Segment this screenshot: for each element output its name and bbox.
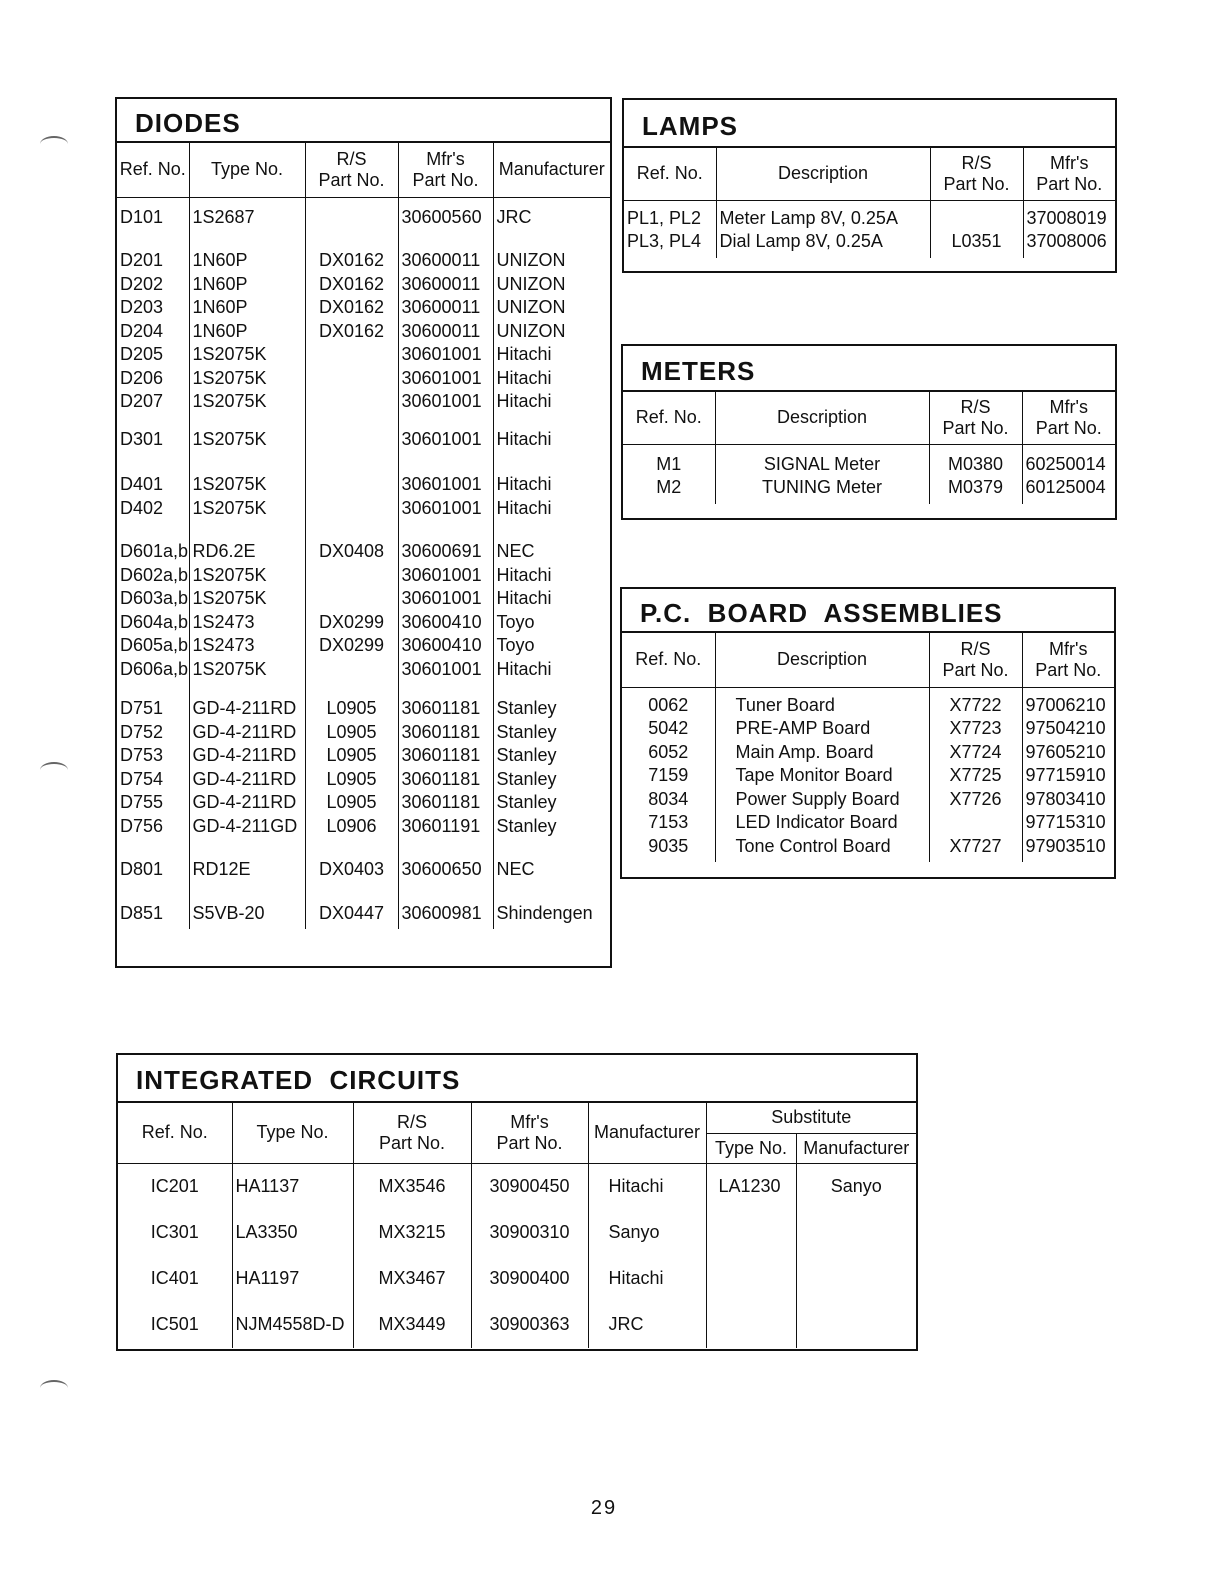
table-cell: SIGNAL Meter xyxy=(715,453,929,477)
table-cell: L0905 xyxy=(305,791,398,815)
table-cell xyxy=(706,1210,796,1256)
table-cell: 1S2075K xyxy=(189,343,305,367)
table-cell: 30601001 xyxy=(398,497,493,521)
table-cell: 30600410 xyxy=(398,611,493,635)
table-cell: Hitachi xyxy=(496,391,552,411)
table-cell: 1S2075K xyxy=(189,367,305,391)
table-row xyxy=(117,390,610,414)
pcb-body xyxy=(622,687,1114,862)
table-cell: D605a,b xyxy=(117,634,189,658)
table-cell: DX0408 xyxy=(305,540,398,564)
table-cell: X7724 xyxy=(929,741,1022,765)
spacer-row xyxy=(117,882,610,902)
table-cell xyxy=(930,207,1023,231)
table-row xyxy=(118,1256,916,1302)
table-cell: Stanley xyxy=(496,815,557,836)
table-cell: Hitachi xyxy=(496,367,552,388)
table-cell xyxy=(305,473,398,497)
table-cell: Hitachi xyxy=(496,497,552,518)
meters-table xyxy=(621,344,1117,520)
table-cell: GD-4-211RD xyxy=(189,697,305,721)
table-cell: PL1, PL2 xyxy=(624,207,716,231)
table-row xyxy=(622,811,1114,835)
table-cell xyxy=(305,206,398,230)
diodes-header: Mfr's Part No. xyxy=(398,143,493,197)
table-row xyxy=(117,473,610,497)
table-cell: MX3449 xyxy=(353,1302,471,1348)
table-cell: Stanley xyxy=(496,792,557,812)
table-cell: Dial Lamp 8V, 0.25A xyxy=(716,230,930,254)
table-cell: 1N60P xyxy=(189,273,305,297)
spacer-row xyxy=(117,229,610,249)
table-cell: Power Supply Board xyxy=(715,788,929,812)
table-cell: NEC xyxy=(496,859,535,879)
table-cell: DX0162 xyxy=(305,273,398,297)
table-cell xyxy=(796,1210,916,1256)
table-cell: 97006210 xyxy=(1025,694,1106,715)
table-cell xyxy=(305,587,398,611)
table-cell: Hitachi xyxy=(496,658,552,679)
table-cell: D205 xyxy=(117,343,189,367)
table-cell: RD6.2E xyxy=(189,540,305,564)
ic-header: R/S Part No. xyxy=(353,1103,471,1163)
table-row xyxy=(118,1302,916,1348)
table-cell xyxy=(929,811,1022,835)
diodes-header: R/S Part No. xyxy=(305,143,398,197)
spacer-row xyxy=(117,681,610,697)
lamps-title: LAMPS xyxy=(624,100,1115,148)
table-cell: JRC xyxy=(496,206,532,227)
lamps-header: R/S Part No. xyxy=(930,148,1023,200)
table-cell: 30601001 xyxy=(398,428,493,452)
table-cell xyxy=(706,1302,796,1348)
table-cell: DX0299 xyxy=(305,634,398,658)
table-cell: DX0403 xyxy=(305,858,398,882)
table-cell: X7727 xyxy=(929,835,1022,859)
lamps-header: Description xyxy=(716,148,930,200)
ic-header: Mfr's Part No. xyxy=(471,1103,588,1163)
table-cell: Hitachi xyxy=(496,564,552,585)
diodes-body xyxy=(117,197,610,929)
table-row xyxy=(117,744,610,768)
table-row xyxy=(117,320,610,344)
table-cell: 97715910 xyxy=(1025,765,1106,785)
spacer-row xyxy=(117,838,610,858)
table-cell: D801 xyxy=(117,858,189,882)
table-row xyxy=(117,658,610,682)
table-cell: IC501 xyxy=(118,1302,232,1348)
table-cell: D402 xyxy=(117,497,189,521)
table-row xyxy=(117,768,610,792)
table-cell: Hitachi xyxy=(588,1163,706,1210)
table-cell: 6052 xyxy=(622,741,715,765)
spacer-row xyxy=(117,197,610,206)
table-cell: D204 xyxy=(117,320,189,344)
table-cell: 30601001 xyxy=(398,587,493,611)
table-cell xyxy=(305,564,398,588)
ic-header: Type No. xyxy=(232,1103,353,1163)
table-cell: Toyo xyxy=(496,635,535,655)
table-cell: D202 xyxy=(117,273,189,297)
table-cell: 1N60P xyxy=(189,296,305,320)
table-cell: 30600011 xyxy=(398,273,493,297)
table-row xyxy=(117,721,610,745)
table-cell: DX0162 xyxy=(305,249,398,273)
table-cell: LA1230 xyxy=(706,1163,796,1210)
table-cell: HA1137 xyxy=(232,1163,353,1210)
table-cell: D603a,b xyxy=(117,587,189,611)
table-cell: Hitachi xyxy=(496,344,552,364)
table-cell: Meter Lamp 8V, 0.25A xyxy=(716,207,930,231)
table-cell: 30600981 xyxy=(398,902,493,926)
table-cell: Hitachi xyxy=(496,428,552,449)
meters-header: Ref. No. xyxy=(623,392,715,444)
table-cell: Tuner Board xyxy=(715,694,929,718)
table-cell: D753 xyxy=(117,744,189,768)
table-cell: 30600691 xyxy=(398,540,493,564)
table-cell: D756 xyxy=(117,815,189,839)
table-cell: 30600560 xyxy=(398,206,493,230)
binder-mark xyxy=(40,1380,68,1396)
table-cell: L0905 xyxy=(305,697,398,721)
table-cell: 1S2075K xyxy=(189,564,305,588)
table-cell: Stanley xyxy=(496,721,557,742)
lamps-table xyxy=(622,98,1117,273)
pcb-header: R/S Part No. xyxy=(929,633,1022,687)
table-cell: Toyo xyxy=(496,611,535,632)
table-row xyxy=(117,858,610,882)
table-row xyxy=(117,791,610,815)
pcb-title: P.C. BOARD ASSEMBLIES xyxy=(622,589,1114,633)
table-cell xyxy=(305,390,398,414)
ic-substitute-header: Substitute xyxy=(706,1103,916,1133)
table-cell: 8034 xyxy=(622,788,715,812)
table-row xyxy=(117,902,610,926)
diodes-header: Manufacturer xyxy=(493,143,610,197)
table-cell: D207 xyxy=(117,390,189,414)
table-cell: 30601191 xyxy=(398,815,493,839)
table-cell: 30900363 xyxy=(471,1302,588,1348)
table-cell: GD-4-211RD xyxy=(189,791,305,815)
table-cell: IC401 xyxy=(118,1256,232,1302)
table-cell: M0380 xyxy=(929,453,1022,477)
table-cell: IC301 xyxy=(118,1210,232,1256)
table-cell: 30600650 xyxy=(398,858,493,882)
table-row xyxy=(622,835,1114,859)
pcb-header: Description xyxy=(715,633,929,687)
table-cell xyxy=(305,428,398,452)
table-cell: Tape Monitor Board xyxy=(715,764,929,788)
table-cell: X7723 xyxy=(929,717,1022,741)
table-row xyxy=(117,611,610,635)
table-cell: Hitachi xyxy=(496,474,552,494)
table-cell: LA3350 xyxy=(232,1210,353,1256)
table-cell xyxy=(796,1256,916,1302)
table-cell: GD-4-211RD xyxy=(189,721,305,745)
table-cell: 0062 xyxy=(622,694,715,718)
table-row xyxy=(117,206,610,230)
table-cell: M1 xyxy=(623,453,715,477)
table-cell: MX3215 xyxy=(353,1210,471,1256)
pcb-header: Ref. No. xyxy=(622,633,715,687)
table-row xyxy=(117,697,610,721)
table-cell: TUNING Meter xyxy=(715,476,929,500)
table-cell: D606a,b xyxy=(117,658,189,682)
pcb-header: Mfr's Part No. xyxy=(1022,633,1114,687)
table-row xyxy=(117,497,610,521)
table-row xyxy=(622,764,1114,788)
meters-header: Mfr's Part No. xyxy=(1022,392,1115,444)
table-cell: Sanyo xyxy=(588,1210,706,1256)
table-cell: 1S2075K xyxy=(189,497,305,521)
ic-table xyxy=(116,1053,918,1351)
table-cell: 60250014 xyxy=(1025,453,1106,474)
table-cell: UNIZON xyxy=(496,297,566,317)
table-cell: D101 xyxy=(117,206,189,230)
table-cell: GD-4-211RD xyxy=(189,768,305,792)
table-cell: Stanley xyxy=(496,698,557,718)
table-cell: 7159 xyxy=(622,764,715,788)
ic-sub-header: Type No. xyxy=(706,1133,796,1163)
spacer-row xyxy=(623,500,1115,504)
table-row xyxy=(622,741,1114,765)
table-cell xyxy=(305,367,398,391)
table-cell: 97605210 xyxy=(1025,741,1106,762)
table-cell: DX0447 xyxy=(305,902,398,926)
table-cell: 37008006 xyxy=(1026,231,1107,251)
table-cell: 30601181 xyxy=(398,697,493,721)
table-cell: UNIZON xyxy=(496,250,566,270)
table-cell: Main Amp. Board xyxy=(715,741,929,765)
table-cell: D201 xyxy=(117,249,189,273)
table-row xyxy=(622,717,1114,741)
table-row xyxy=(117,540,610,564)
table-cell: NJM4558D-D xyxy=(232,1302,353,1348)
table-cell: D751 xyxy=(117,697,189,721)
table-cell: D604a,b xyxy=(117,611,189,635)
table-cell: D602a,b xyxy=(117,564,189,588)
ic-sub-header: Manufacturer xyxy=(796,1133,916,1163)
table-cell: HA1197 xyxy=(232,1256,353,1302)
pcb-table xyxy=(620,587,1116,879)
table-cell: 30601001 xyxy=(398,658,493,682)
lamps-header: Ref. No. xyxy=(624,148,716,200)
table-row xyxy=(117,564,610,588)
spacer-row xyxy=(624,254,1115,258)
table-cell: Stanley xyxy=(496,768,557,789)
table-cell: LED Indicator Board xyxy=(715,811,929,835)
table-row xyxy=(117,273,610,297)
table-cell: D301 xyxy=(117,428,189,452)
table-cell: 30900400 xyxy=(471,1256,588,1302)
table-cell xyxy=(305,343,398,367)
table-cell: L0905 xyxy=(305,721,398,745)
table-cell: 30601001 xyxy=(398,343,493,367)
meters-title: METERS xyxy=(623,346,1115,392)
table-cell: 30601001 xyxy=(398,564,493,588)
lamps-header: Mfr's Part No. xyxy=(1023,148,1115,200)
table-cell: Shindengen xyxy=(496,902,593,923)
table-cell: D401 xyxy=(117,473,189,497)
ic-title: INTEGRATED CIRCUITS xyxy=(118,1055,916,1103)
table-cell: 60125004 xyxy=(1025,477,1106,497)
spacer-row xyxy=(117,925,610,929)
table-row xyxy=(622,694,1114,718)
table-cell: 1S2075K xyxy=(189,587,305,611)
table-cell: JRC xyxy=(588,1302,706,1348)
table-cell: DX0162 xyxy=(305,320,398,344)
table-cell: 30900310 xyxy=(471,1210,588,1256)
ic-header: Manufacturer xyxy=(588,1103,706,1163)
table-cell: 1S2473 xyxy=(189,634,305,658)
spacer-row xyxy=(117,520,610,540)
table-cell xyxy=(305,658,398,682)
spacer-row xyxy=(117,451,610,473)
table-cell: 1S2075K xyxy=(189,473,305,497)
table-cell: D752 xyxy=(117,721,189,745)
table-cell: Tone Control Board xyxy=(715,835,929,859)
spacer-row xyxy=(623,444,1115,453)
diodes-header: Ref. No. xyxy=(117,143,189,197)
table-row xyxy=(117,249,610,273)
table-cell: D203 xyxy=(117,296,189,320)
table-row xyxy=(118,1210,916,1256)
table-cell: PRE-AMP Board xyxy=(715,717,929,741)
table-row xyxy=(623,453,1115,477)
table-cell: 1S2075K xyxy=(189,428,305,452)
diodes-header: Type No. xyxy=(189,143,305,197)
table-cell: MX3546 xyxy=(353,1163,471,1210)
table-cell: MX3467 xyxy=(353,1256,471,1302)
table-cell: L0905 xyxy=(305,744,398,768)
table-cell: Hitachi xyxy=(588,1256,706,1302)
table-cell: 30600011 xyxy=(398,320,493,344)
meters-header: Description xyxy=(715,392,929,444)
table-cell: D601a,b xyxy=(117,540,189,564)
table-cell: S5VB-20 xyxy=(189,902,305,926)
table-row xyxy=(117,587,610,611)
spacer-row xyxy=(622,858,1114,862)
table-cell: L0351 xyxy=(930,230,1023,254)
table-cell: 97903510 xyxy=(1025,835,1106,856)
table-row xyxy=(117,815,610,839)
table-cell: GD-4-211RD xyxy=(189,744,305,768)
table-cell: M2 xyxy=(623,476,715,500)
binder-mark xyxy=(40,136,68,152)
table-row xyxy=(624,207,1115,231)
table-cell: Sanyo xyxy=(830,1175,882,1196)
table-cell: M0379 xyxy=(929,476,1022,500)
meters-header: R/S Part No. xyxy=(929,392,1022,444)
table-cell: UNIZON xyxy=(496,320,566,341)
table-cell: RD12E xyxy=(189,858,305,882)
table-cell: IC201 xyxy=(118,1163,232,1210)
table-cell: L0905 xyxy=(305,768,398,792)
table-cell: 30601181 xyxy=(398,768,493,792)
table-cell: X7726 xyxy=(929,788,1022,812)
table-cell: 5042 xyxy=(622,717,715,741)
ic-body xyxy=(118,1163,916,1348)
table-cell: UNIZON xyxy=(496,273,566,294)
table-cell: DX0162 xyxy=(305,296,398,320)
table-cell xyxy=(706,1256,796,1302)
table-cell: 1S2075K xyxy=(189,658,305,682)
table-cell: 30601001 xyxy=(398,390,493,414)
table-cell: 1S2075K xyxy=(189,390,305,414)
table-cell: 30900450 xyxy=(471,1163,588,1210)
table-row xyxy=(624,230,1115,254)
table-cell: 1N60P xyxy=(189,249,305,273)
table-cell: X7722 xyxy=(929,694,1022,718)
diodes-title: DIODES xyxy=(117,99,610,143)
table-cell: 37008019 xyxy=(1026,207,1107,228)
table-cell: 30601181 xyxy=(398,791,493,815)
table-row xyxy=(117,367,610,391)
table-cell: PL3, PL4 xyxy=(624,230,716,254)
table-cell: 30601001 xyxy=(398,473,493,497)
table-row xyxy=(117,428,610,452)
table-cell: D851 xyxy=(117,902,189,926)
ic-header: Ref. No. xyxy=(118,1103,232,1163)
table-cell: 1S2473 xyxy=(189,611,305,635)
table-cell: 9035 xyxy=(622,835,715,859)
table-cell: 30601181 xyxy=(398,721,493,745)
table-cell xyxy=(305,497,398,521)
table-row xyxy=(623,476,1115,500)
table-cell: NEC xyxy=(496,541,535,561)
table-cell: Hitachi xyxy=(496,588,552,608)
table-row xyxy=(117,634,610,658)
table-cell: DX0299 xyxy=(305,611,398,635)
table-cell: D755 xyxy=(117,791,189,815)
table-cell: 1N60P xyxy=(189,320,305,344)
meters-body xyxy=(623,444,1115,504)
table-row xyxy=(117,343,610,367)
table-cell: X7725 xyxy=(929,764,1022,788)
table-cell: 97803410 xyxy=(1025,788,1106,809)
lamps-body xyxy=(624,200,1115,258)
table-cell: D754 xyxy=(117,768,189,792)
table-cell: Stanley xyxy=(496,745,557,765)
table-row xyxy=(118,1163,916,1210)
table-cell: 30600011 xyxy=(398,296,493,320)
table-cell: L0906 xyxy=(305,815,398,839)
table-cell: 97715310 xyxy=(1025,812,1106,832)
page-number: 29 xyxy=(590,1497,618,1519)
table-row xyxy=(117,296,610,320)
table-cell: 97504210 xyxy=(1025,718,1106,738)
table-cell: 30600011 xyxy=(398,249,493,273)
table-cell: 1S2687 xyxy=(189,206,305,230)
table-cell: 30601181 xyxy=(398,744,493,768)
table-cell: 30601001 xyxy=(398,367,493,391)
table-cell: 30600410 xyxy=(398,634,493,658)
spacer-row xyxy=(117,414,610,428)
diodes-table xyxy=(115,97,612,968)
table-cell: 7153 xyxy=(622,811,715,835)
table-row xyxy=(622,788,1114,812)
table-cell xyxy=(796,1302,916,1348)
table-cell: D206 xyxy=(117,367,189,391)
table-cell: GD-4-211GD xyxy=(189,815,305,839)
binder-mark xyxy=(40,762,68,778)
